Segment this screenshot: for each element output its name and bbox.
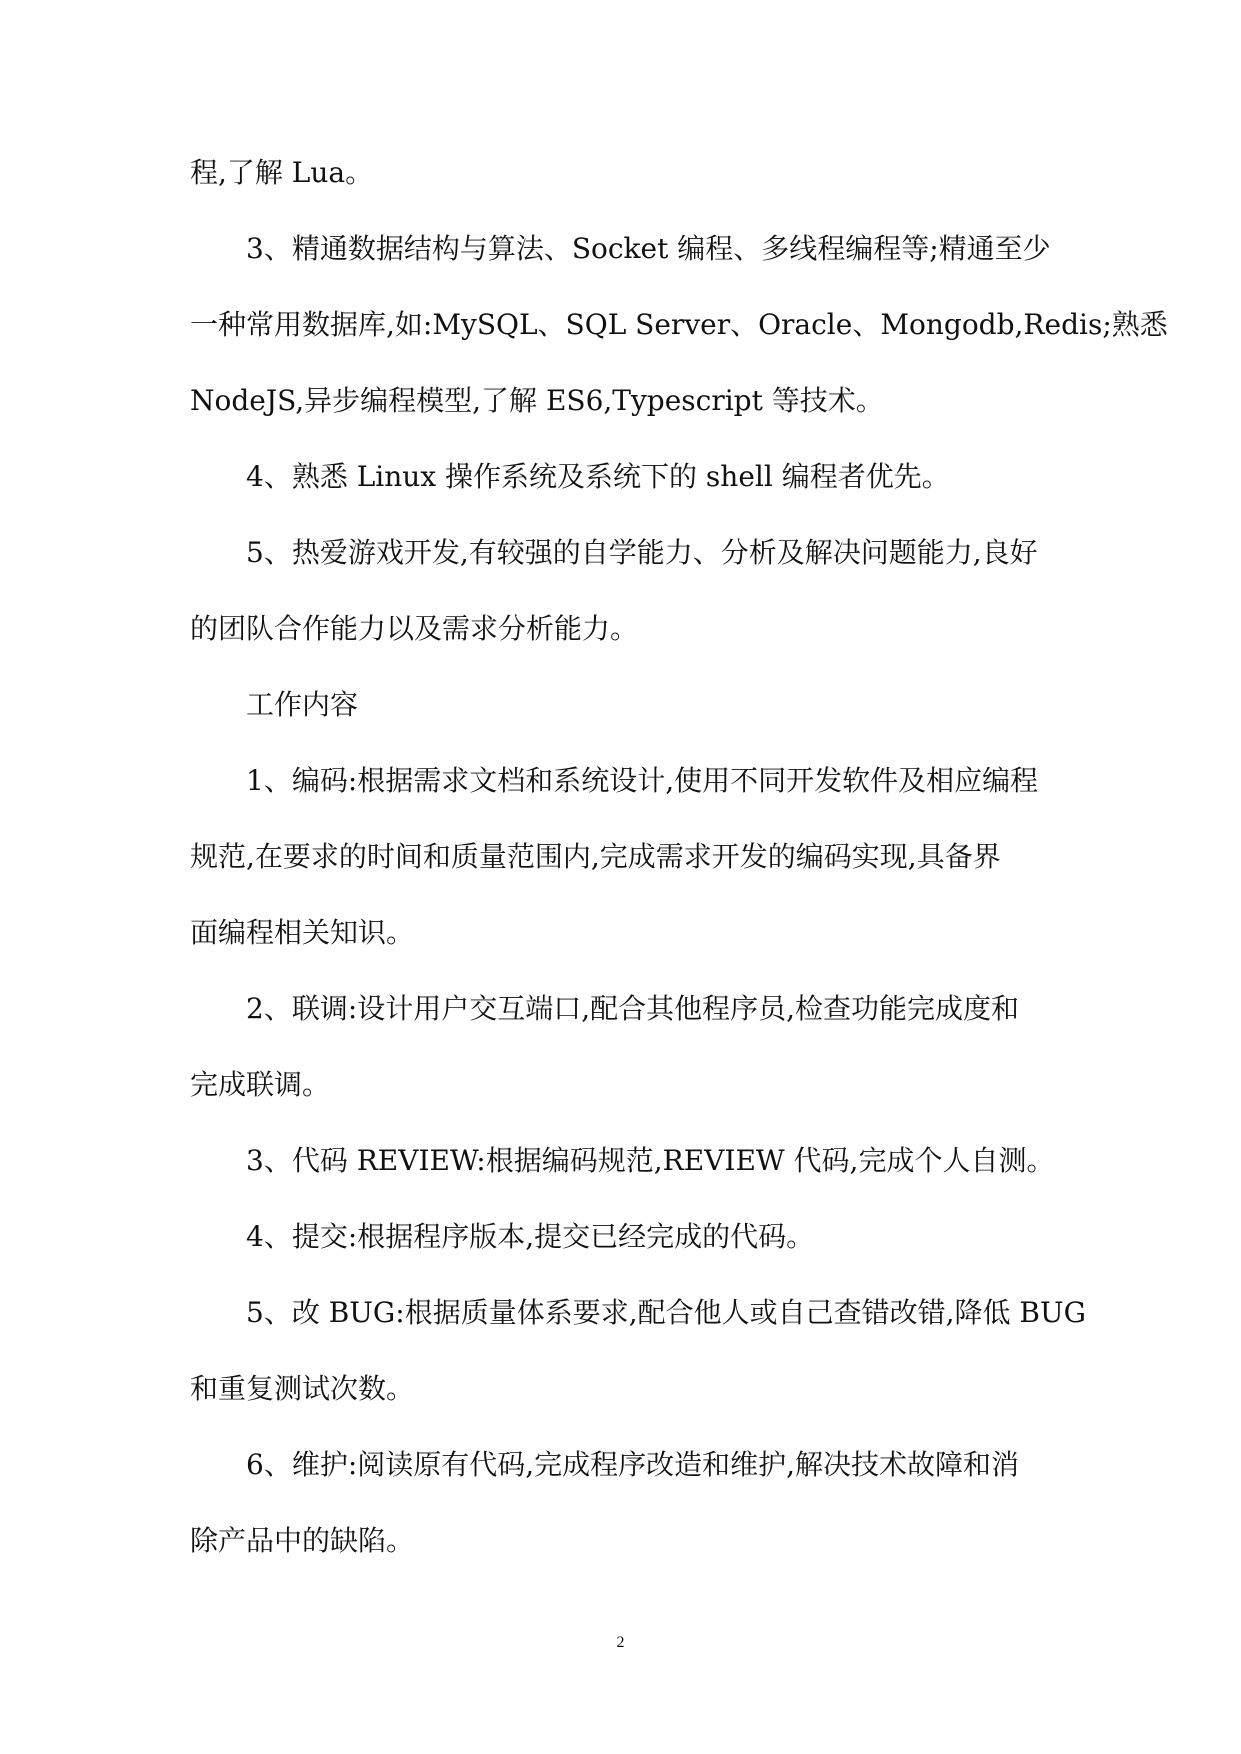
text-line: 1、编码:根据需求文档和系统设计,使用不同开发软件及相应编程 (246, 764, 1039, 797)
text-line: 一种常用数据库,如:MySQL、SQL Server、Oracle、Mongodb,Redis;熟悉 (190, 308, 1168, 341)
page-number: 2 (616, 1634, 625, 1651)
text-line: 3、精通数据结构与算法、Socket 编程、多线程编程等;精通至少 (246, 232, 1051, 265)
text-line: 5、热爱游戏开发,有较强的自学能力、分析及解决问题能力,良好 (246, 536, 1038, 569)
text-line: 程,了解 Lua。 (190, 156, 374, 189)
text-line: 的团队合作能力以及需求分析能力。 (190, 612, 639, 645)
text-line: 规范,在要求的时间和质量范围内,完成需求开发的编码实现,具备界 (190, 840, 1001, 873)
text-line: 6、维护:阅读原有代码,完成程序改造和维护,解决技术故障和消 (246, 1448, 1020, 1481)
text-line: 面编程相关知识。 (190, 916, 415, 949)
text-line: 2、联调:设计用户交互端口,配合其他程序员,检查功能完成度和 (246, 992, 1020, 1025)
text-line: NodeJS,异步编程模型,了解 ES6,Typescript 等技术。 (190, 384, 884, 417)
text-line: 除产品中的缺陷。 (190, 1524, 415, 1557)
section-heading: 工作内容 (246, 688, 359, 721)
text-line: 5、改 BUG:根据质量体系要求,配合他人或自己查错改错,降低 BUG (246, 1296, 1086, 1329)
text-line: 完成联调。 (190, 1068, 331, 1101)
text-line: 4、提交:根据程序版本,提交已经完成的代码。 (246, 1220, 815, 1253)
document-body (190, 144, 1168, 1588)
text-line: 4、熟悉 Linux 操作系统及系统下的 shell 编程者优先。 (246, 460, 950, 493)
text-line: 和重复测试次数。 (190, 1372, 415, 1405)
text-line: 3、代码 REVIEW:根据编码规范,REVIEW 代码,完成个人自测。 (246, 1144, 1055, 1177)
